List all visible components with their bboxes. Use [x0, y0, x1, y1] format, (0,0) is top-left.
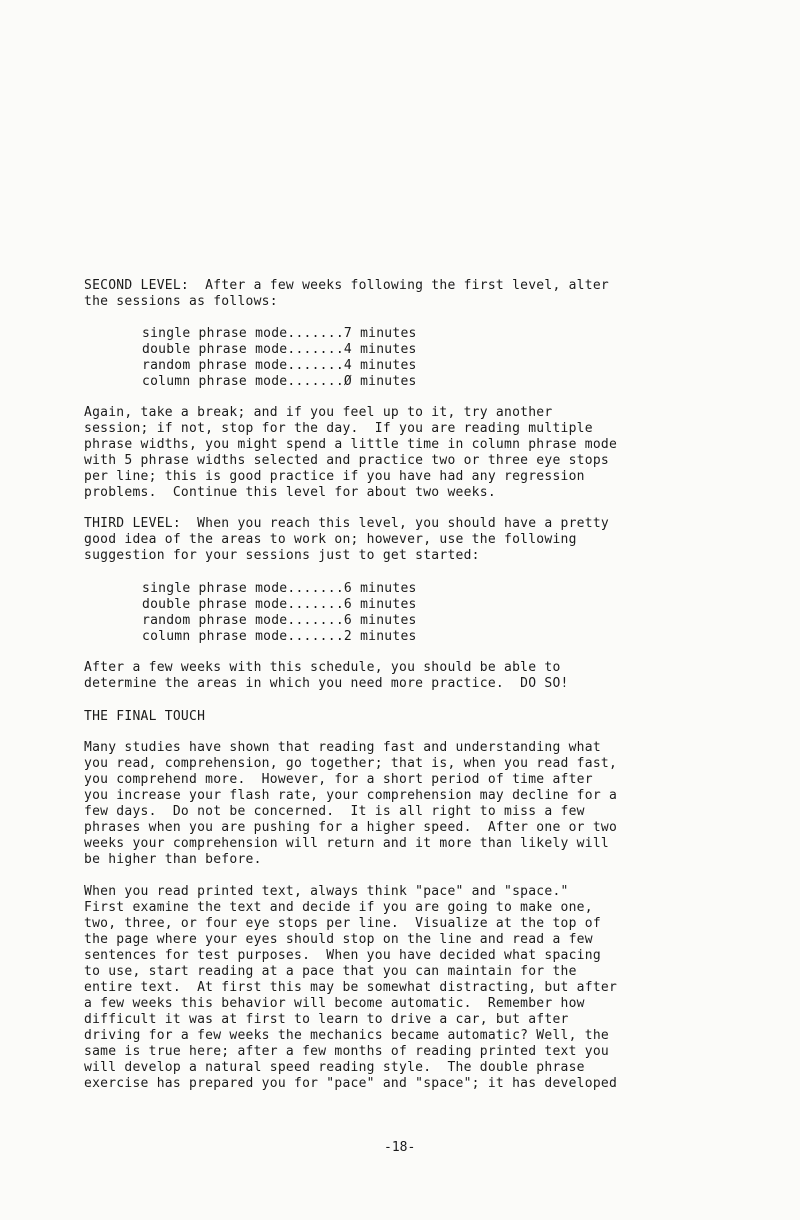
third-level-line-2: good idea of the areas to work on; however, use the following — [84, 532, 577, 547]
final-touch-p2-line-6: to use, start reading at a pace that you can maintain for the — [84, 964, 577, 979]
schedule-item-double: double phrase mode.......6 minutes — [142, 597, 417, 612]
final-touch-p1-line-6: phrases when you are pushing for a higher speed. After one or two — [84, 820, 618, 835]
schedule-item-single: single phrase mode.......7 minutes — [142, 326, 417, 341]
final-touch-p2-line-5: sentences for test purposes. When you have decided what spacing — [84, 948, 601, 963]
second-level-after-2: session; if not, stop for the day. If you are reading multiple — [84, 421, 593, 436]
final-touch-p2-line-2: First examine the text and decide if you are going to make one, — [84, 900, 593, 915]
final-touch-p2-line-3: two, three, or four eye stops per line. Visualize at the top of — [84, 916, 601, 931]
final-touch-p2-line-13: exercise has prepared you for "pace" and "space"; it has developed — [84, 1076, 618, 1091]
final-touch-p2-line-12: will develop a natural speed reading style. The double phrase — [84, 1060, 585, 1075]
second-level-after-6: problems. Continue this level for about two weeks. — [84, 485, 496, 500]
final-touch-p1-line-3: you comprehend more. However, for a short period of time after — [84, 772, 593, 787]
final-touch-p2-line-11: same is true here; after a few months of reading printed text you — [84, 1044, 609, 1059]
second-level-line-2: the sessions as follows: — [84, 294, 278, 309]
final-touch-p1-line-7: weeks your comprehension will return and it more than likely will — [84, 836, 609, 851]
final-touch-p1-line-1: Many studies have shown that reading fast and understanding what — [84, 740, 601, 755]
final-touch-p1-line-5: few days. Do not be concerned. It is all right to miss a few — [84, 804, 585, 819]
third-level-after-2: determine the areas in which you need more practice. DO SO! — [84, 676, 569, 691]
second-level-after-5: per line; this is good practice if you have had any regression — [84, 469, 585, 484]
second-level-after-4: with 5 phrase widths selected and practice two or three eye stops — [84, 453, 609, 468]
page-number: -18- — [384, 1140, 416, 1155]
final-touch-p2-line-1: When you read printed text, always think "pace" and "space." — [84, 884, 569, 899]
final-touch-p1-line-8: be higher than before. — [84, 852, 262, 867]
schedule-item-column: column phrase mode.......Ø minutes — [142, 374, 417, 389]
third-level-line-3: suggestion for your sessions just to get started: — [84, 548, 480, 563]
second-level-after-1: Again, take a break; and if you feel up to it, try another — [84, 405, 553, 420]
schedule-item-random: random phrase mode.......4 minutes — [142, 358, 417, 373]
final-touch-p2-line-4: the page where your eyes should stop on the line and read a few — [84, 932, 593, 947]
schedule-item-single: single phrase mode.......6 minutes — [142, 581, 417, 596]
final-touch-p2-line-7: entire text. At first this may be somewhat distracting, but after — [84, 980, 618, 995]
third-level-after-1: After a few weeks with this schedule, you should be able to — [84, 660, 561, 675]
final-touch-p1-line-4: you increase your flash rate, your comprehension may decline for a — [84, 788, 618, 803]
final-touch-p1-line-2: you read, comprehension, go together; that is, when you read fast, — [84, 756, 618, 771]
section-heading: THE FINAL TOUCH — [84, 709, 206, 724]
schedule-item-column: column phrase mode.......2 minutes — [142, 629, 417, 644]
third-level-line-1: THIRD LEVEL: When you reach this level, you should have a pretty — [84, 516, 609, 531]
schedule-item-double: double phrase mode.......4 minutes — [142, 342, 417, 357]
second-level-after-3: phrase widths, you might spend a little time in column phrase mode — [84, 437, 618, 452]
second-level-line-1: SECOND LEVEL: After a few weeks following the first level, alter — [84, 278, 609, 293]
final-touch-p2-line-9: difficult it was at first to learn to drive a car, but after — [84, 1012, 569, 1027]
final-touch-p2-line-10: driving for a few weeks the mechanics became automatic? Well, the — [84, 1028, 609, 1043]
final-touch-p2-line-8: a few weeks this behavior will become automatic. Remember how — [84, 996, 585, 1011]
schedule-item-random: random phrase mode.......6 minutes — [142, 613, 417, 628]
